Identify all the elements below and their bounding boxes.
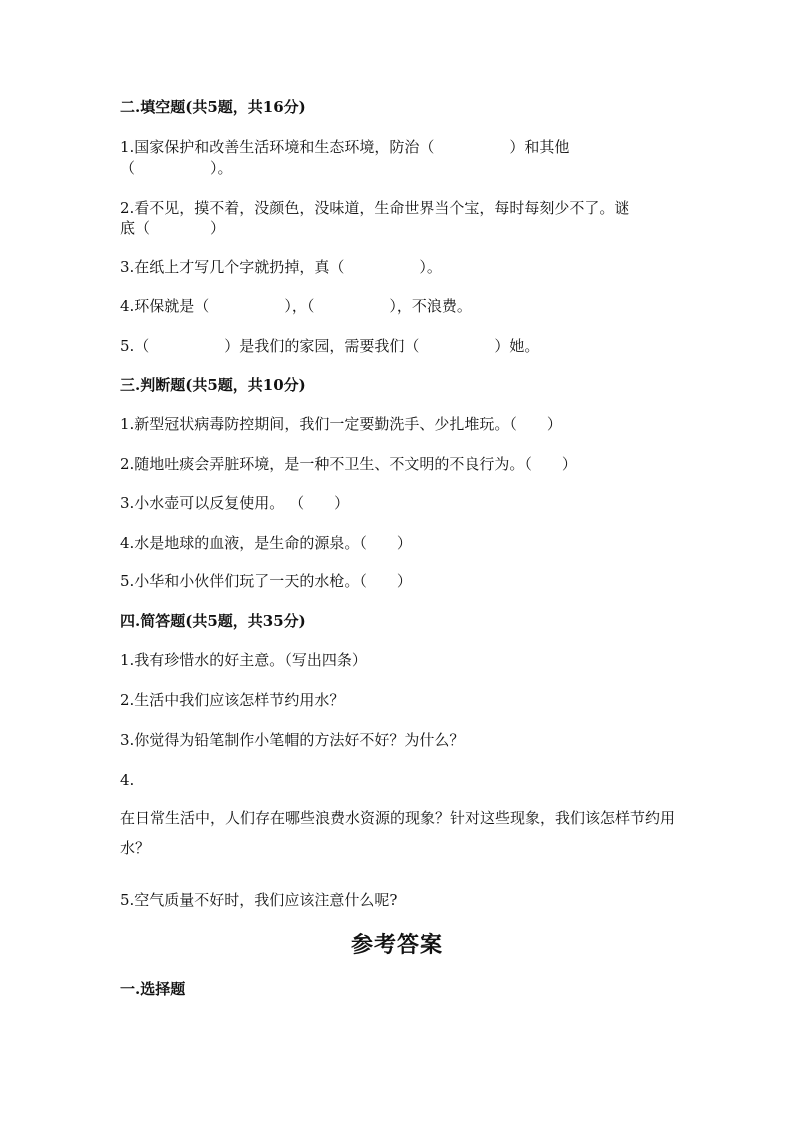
answer-section1-heading: 一.选择题 bbox=[120, 980, 186, 998]
section2-heading: 二.填空题(共5题，共16分) bbox=[120, 98, 306, 116]
judge-question-2: 2.随地吐痰会弄脏环境，是一种不卫生、不文明的不良行为。（ ） bbox=[120, 455, 577, 473]
judge-question-1: 1.新型冠状病毒防控期间，我们一定要勤洗手、少扎堆玩。（ ） bbox=[120, 415, 562, 433]
fill-question-2-line2: 底（ ） bbox=[120, 219, 226, 237]
fill-question-2-line1: 2.看不见，摸不着，没颜色，没味道，生命世界当个宝，每时每刻少不了。谜 bbox=[120, 199, 630, 217]
fill-question-1-line2: （ ）。 bbox=[120, 159, 233, 177]
short-question-4-number: 4. bbox=[120, 771, 135, 789]
short-question-2: 2.生活中我们应该怎样节约用水？ bbox=[120, 691, 345, 709]
fill-question-5: 5.（ ）是我们的家园，需要我们（ ）她。 bbox=[120, 337, 540, 355]
fill-question-1-line1: 1.国家保护和改善生活环境和生态环境，防治（ ）和其他 bbox=[120, 138, 570, 156]
fill-question-4: 4.环保就是（ ），（ ），不浪费。 bbox=[120, 297, 472, 315]
judge-question-5: 5.小华和小伙伴们玩了一天的水枪。（ ） bbox=[120, 572, 412, 590]
answer-key-title: 参考答案 bbox=[350, 932, 443, 958]
judge-question-3: 3.小水壶可以反复使用。 （ ） bbox=[120, 494, 350, 512]
short-question-1: 1.我有珍惜水的好主意。（写出四条） bbox=[120, 651, 367, 669]
section3-heading: 三.判断题(共5题，共10分) bbox=[120, 376, 306, 394]
judge-question-4: 4.水是地球的血液，是生命的源泉。（ ） bbox=[120, 534, 412, 552]
short-question-4-text: 在日常生活中，人们存在哪些浪费水资源的现象？针对这些现象，我们该怎样节约用水？ bbox=[120, 809, 676, 857]
short-question-3: 3.你觉得为铅笔制作小笔帽的方法好不好？为什么？ bbox=[120, 731, 465, 749]
section4-heading: 四.简答题(共5题，共35分) bbox=[120, 612, 306, 630]
fill-question-3: 3.在纸上才写几个字就扔掉，真（ ）。 bbox=[120, 258, 442, 276]
short-question-5: 5.空气质量不好时，我们应该注意什么呢? bbox=[120, 891, 398, 909]
